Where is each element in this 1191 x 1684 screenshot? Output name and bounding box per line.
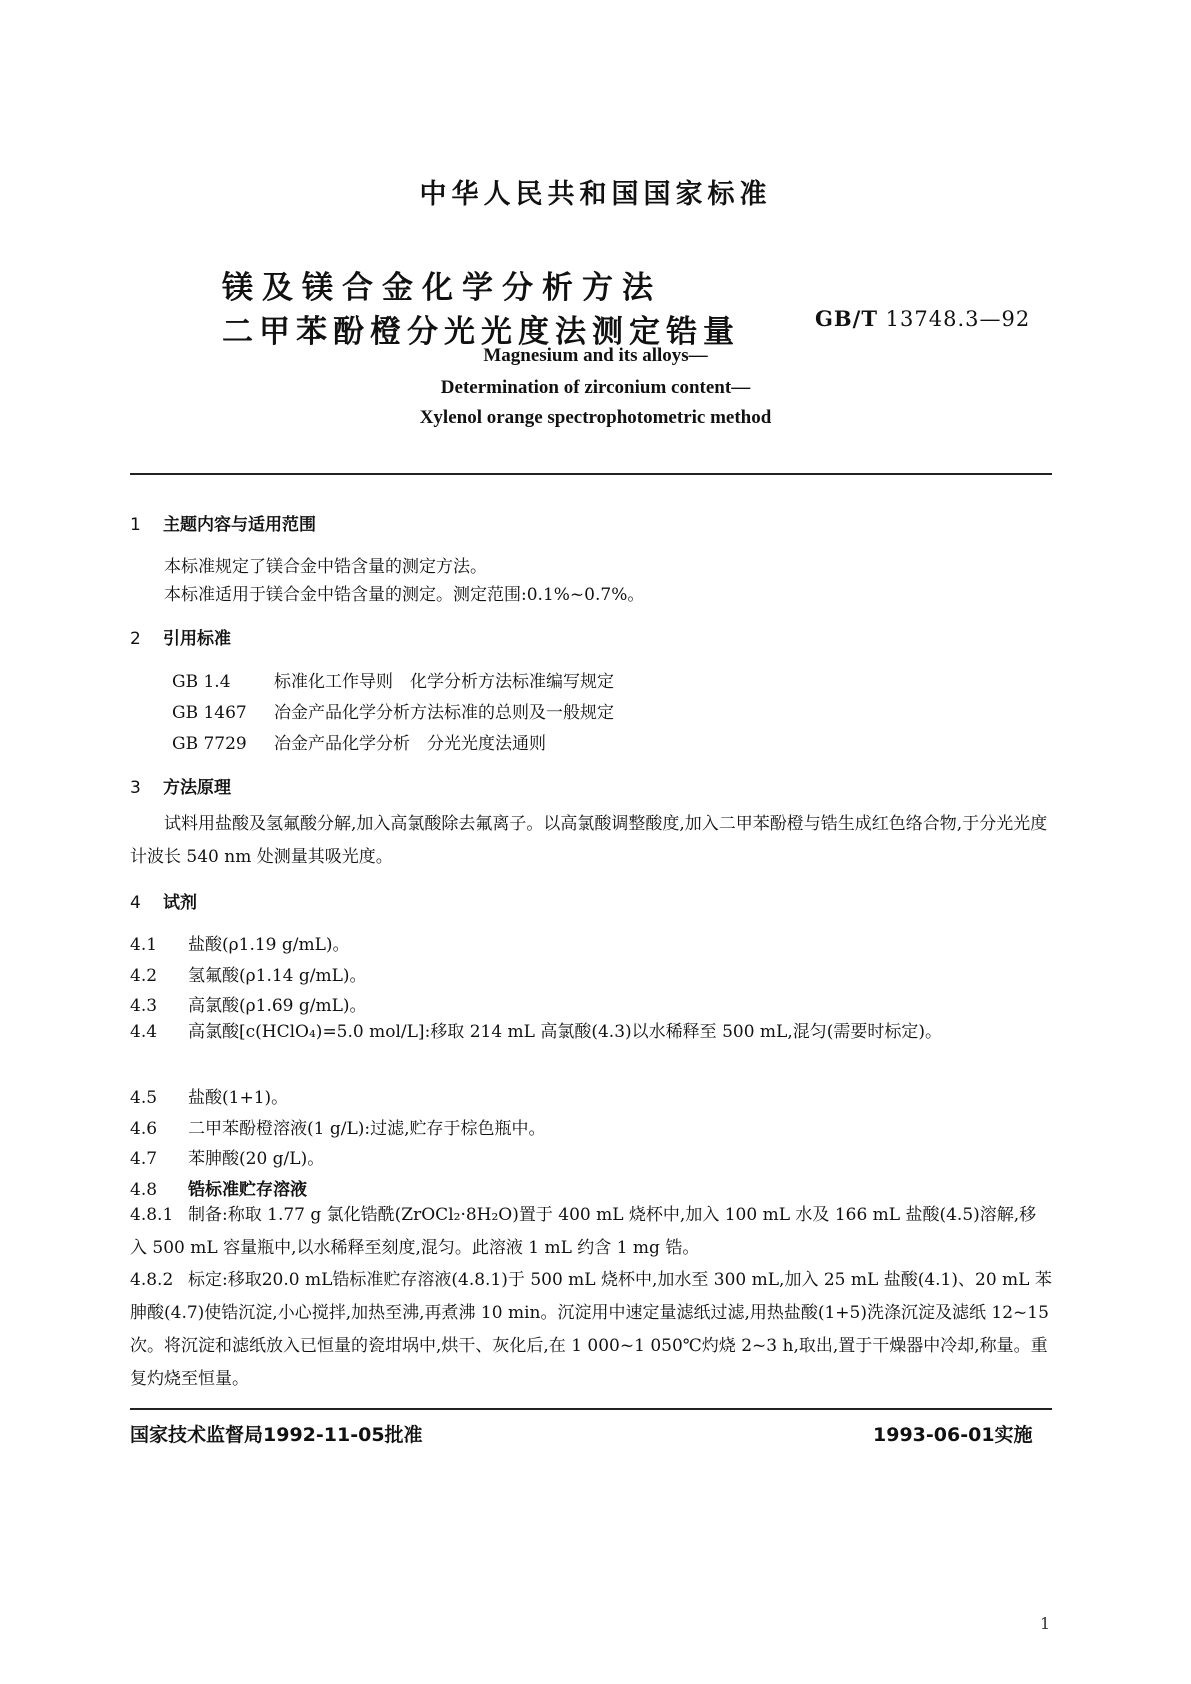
section-3-number: 3 — [130, 778, 141, 798]
section-1-line2: 本标准适用于镁合金中锆含量的测定。测定范围:0.1%~0.7%。 — [164, 585, 645, 605]
reference-title: 冶金产品化学分析方法标准的总则及一般规定 — [274, 703, 614, 723]
section-1-line1: 本标准规定了镁合金中锆含量的测定方法。 — [164, 557, 487, 577]
reagent-item — [130, 961, 367, 986]
reagent-number: 4.8.1 — [130, 1205, 174, 1225]
reference-item — [172, 667, 614, 692]
reagent-text: 盐酸(1+1)。 — [188, 1088, 289, 1108]
section-3-heading — [130, 773, 231, 798]
reference-item — [172, 729, 546, 754]
reagent-item — [130, 991, 367, 1016]
reference-title: 冶金产品化学分析 分光光度法通则 — [274, 734, 546, 754]
reagent-item — [130, 1199, 1052, 1265]
reagent-text: 制备:称取 1.77 g 氯化锆酰(ZrOCl₂·8H₂O)置于 400 mL 烧杯中,加入 100 mL 水及 166 mL 盐酸(4.5)溶解,移入 500 mL 容量瓶中,以水稀释至刻度,混匀。此溶液 1 mL 约含 1 mg 锆。 — [130, 1205, 1037, 1258]
footer-divider — [130, 1408, 1052, 1410]
english-title-line2: Determination of zirconium content— — [440, 377, 751, 398]
reference-title: 标准化工作导则 化学分析方法标准编写规定 — [274, 672, 614, 692]
section-4-heading — [130, 888, 197, 913]
section-2-number: 2 — [130, 629, 141, 649]
reagent-number: 4.8.2 — [130, 1270, 174, 1290]
reagent-number: 4.7 — [130, 1149, 158, 1169]
reagent-text: 二甲苯酚橙溶液(1 g/L):过滤,贮存于棕色瓶中。 — [188, 1119, 546, 1139]
reagent-text: 苯胂酸(20 g/L)。 — [188, 1149, 325, 1169]
reagent-number: 4.5 — [130, 1088, 158, 1108]
reagent-item — [130, 1083, 288, 1108]
reference-code: GB 1467 — [172, 703, 247, 723]
standard-code-number: 13748.3—92 — [885, 307, 1031, 331]
reagent-item — [130, 1175, 307, 1200]
reagent-text: 标定:移取20.0 mL锆标准贮存溶液(4.8.1)于 500 mL 烧杯中,加水至 300 mL,加入 25 mL 盐酸(4.1)、20 mL 苯胂酸(4.7)使锆沉淀,小心搅拌,加热至沸,再煮沸 10 min。沉淀用中速定量滤纸过滤,用热盐酸(1+5)洗涤沉淀及滤纸 12~15 次。将沉淀和滤纸放入已恒量的瓷坩埚中,烘干、灰化后,在 1 000~1 050℃灼烧 2~3 h,取出,置于干燥器中冷却,称量。重复灼烧至恒量。 — [130, 1270, 1052, 1389]
standard-title-line2: 二甲苯酚橙分光光度法测定锆量 — [222, 314, 740, 350]
page-number: 1 — [1040, 1614, 1051, 1633]
reagent-number: 4.3 — [130, 996, 158, 1016]
reagent-text: 高氯酸(ρ1.69 g/mL)。 — [188, 996, 367, 1016]
reagent-text: 盐酸(ρ1.19 g/mL)。 — [188, 935, 350, 955]
reagent-item — [130, 1264, 1052, 1396]
reagent-number: 4.8 — [130, 1180, 158, 1200]
standard-code-prefix: GB/T — [815, 306, 878, 331]
reagent-number: 4.6 — [130, 1119, 158, 1139]
section-2-heading — [130, 624, 231, 649]
reagent-item — [130, 1114, 546, 1139]
reagent-text: 高氯酸[c(HClO₄)=5.0 mol/L]:移取 214 mL 高氯酸(4.3)以水稀释至 500 mL,混匀(需要时标定)。 — [188, 1022, 942, 1042]
english-title-line1: Magnesium and its alloys— — [483, 345, 708, 366]
effective-date: 1993-06-01实施 — [873, 1424, 1033, 1446]
approval-date: 国家技术监督局1992-11-05批准 — [130, 1424, 423, 1446]
reagent-item — [130, 1016, 1052, 1049]
reagent-number: 4.1 — [130, 935, 158, 955]
reagent-text: 氢氟酸(ρ1.14 g/mL)。 — [188, 966, 367, 986]
english-title-line3: Xylenol orange spectrophotometric method — [419, 407, 772, 428]
reagent-number: 4.4 — [130, 1022, 158, 1042]
standard-code — [815, 306, 1030, 331]
reference-code: GB 7729 — [172, 734, 247, 754]
reference-code: GB 1.4 — [172, 672, 231, 692]
section-4-title: 试剂 — [163, 893, 197, 913]
header-divider — [130, 473, 1052, 475]
reagent-text: 锆标准贮存溶液 — [188, 1180, 307, 1200]
reagent-number: 4.2 — [130, 966, 158, 986]
section-2-title: 引用标准 — [163, 629, 231, 649]
section-4-number: 4 — [130, 893, 141, 913]
section-1-heading — [130, 510, 316, 535]
reagent-item — [130, 1144, 324, 1169]
section-1-title: 主题内容与适用范围 — [163, 515, 316, 535]
section-1-number: 1 — [130, 515, 141, 535]
section-3-title: 方法原理 — [163, 778, 231, 798]
reference-item — [172, 698, 614, 723]
section-3-paragraph: 试料用盐酸及氢氟酸分解,加入高氯酸除去氟离子。以高氯酸调整酸度,加入二甲苯酚橙与锆生成红色络合物,于分光光度计波长 540 nm 处测量其吸光度。 — [130, 814, 1048, 867]
standard-title-line1: 镁及镁合金化学分析方法 — [222, 270, 662, 306]
reagent-item — [130, 930, 350, 955]
national-standard-heading: 中华人民共和国国家标准 — [419, 179, 772, 210]
